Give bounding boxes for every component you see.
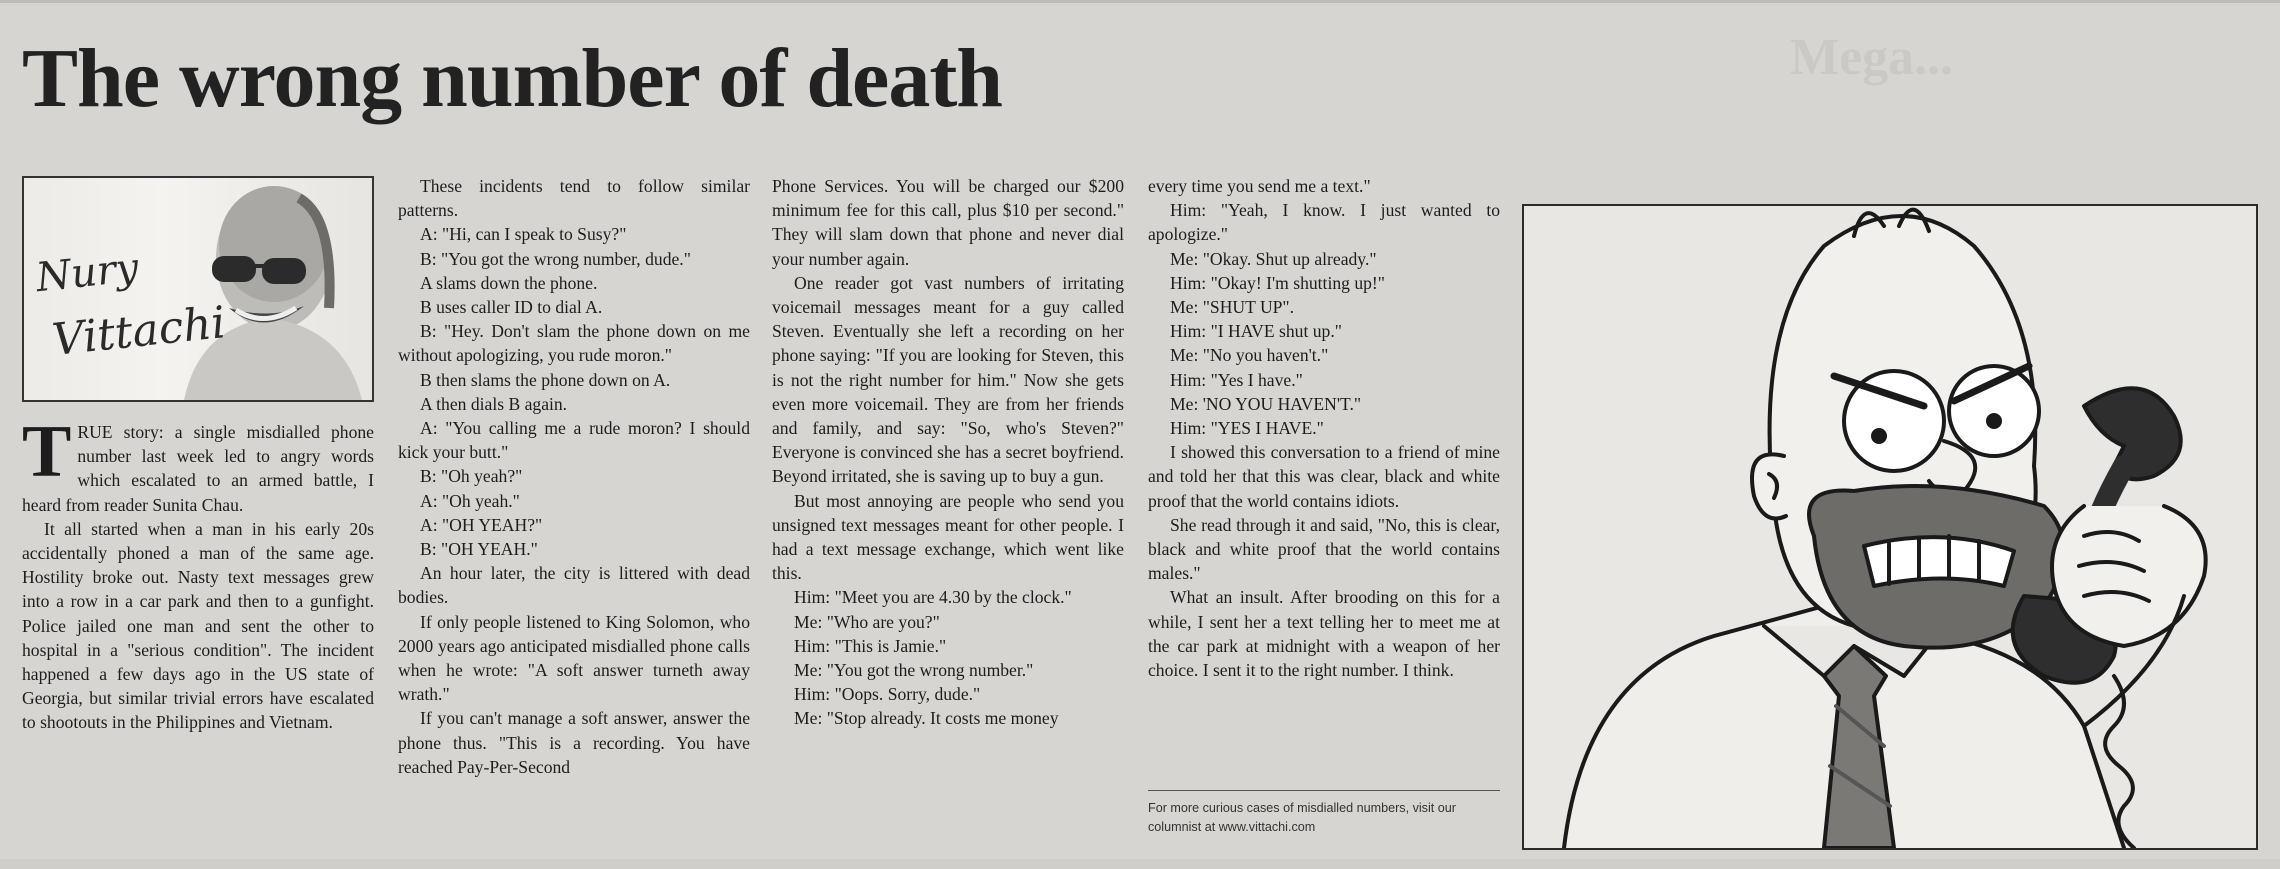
paragraph: Phone Services. You will be charged our $200 minimum fee for this call, plus $10 per second." They will slam down that phone and never dial your number again. (772, 176, 1124, 269)
bleed-through-text: Mega... (1790, 29, 1954, 86)
paragraph: An hour later, the city is littered with dead bodies. (398, 563, 750, 608)
angry-man-on-phone-cartoon (1524, 206, 2256, 848)
cartoon-illustration (1522, 204, 2258, 850)
dialogue-line: Me: "No you haven't." (1170, 345, 1329, 366)
dialogue-line: B: "Hey. Don't slam the phone down on me without apologizing, you rude moron." (398, 321, 750, 366)
paragraph: If you can't manage a soft answer, answer the phone thus. "This is a recording. You have reached Pay-Per-Second (398, 708, 750, 777)
dialogue-line: A: "You calling me a rude moron? I should kick your butt." (398, 418, 750, 463)
article-column-1 (22, 411, 374, 735)
paragraph: One reader got vast numbers of irritating voicemail messages meant for a guy called Steven. Eventually she left a recording on her phone saying: "If you are looking for Steven, this is not the right number for him." Now she gets even more voicemail. They are from her friends and family, and say: "So, who's Steven?" Everyone is convinced she has a secret boyfriend. Beyond irritated, she is saving up to buy a gun. (772, 272, 1124, 487)
paragraph: I showed this conversation to a friend of mine and told her that this was clear, black and white proof that the world contains idiots. (1148, 442, 1500, 511)
dialogue-line: Him: "I HAVE shut up." (1170, 321, 1342, 342)
article-column-2 (398, 174, 750, 779)
dialogue-line: Me: "Okay. Shut up already." (1170, 248, 1377, 269)
dialogue-line: A slams down the phone. (420, 272, 598, 293)
dialogue-line: Him: "Yes I have." (1170, 369, 1303, 390)
dialogue-line: B: "Oh yeah?" (420, 466, 523, 487)
dialogue-line: B uses caller ID to dial A. (420, 297, 603, 318)
dialogue-line: Me: "You got the wrong number." (794, 660, 1034, 681)
dialogue-line: B then slams the phone down on A. (420, 369, 671, 390)
dialogue-line: Him: "This is Jamie." (794, 635, 947, 656)
paragraph (22, 411, 374, 517)
dialogue-line: Me: "SHUT UP". (1170, 297, 1295, 318)
dialogue-line: B: "You got the wrong number, dude." (420, 248, 691, 269)
dialogue-line: Me: 'NO YOU HAVEN'T." (1170, 393, 1362, 414)
dialogue-line: Him: "Oops. Sorry, dude." (794, 684, 981, 705)
article-column-3 (772, 174, 1124, 731)
bottom-edge (0, 859, 2280, 869)
dialogue-line: Him: "Yeah, I know. I just wanted to apologize." (1148, 200, 1500, 245)
headline: The wrong number of death (22, 32, 1003, 125)
footnote: For more curious cases of misdialled numbers, visit our columnist at www.vittachi.com (1148, 790, 1500, 837)
dialogue-line: Him: "YES I HAVE." (1170, 418, 1324, 439)
paragraph: If only people listened to King Solomon, who 2000 years ago anticipated misdialled phone calls when he wrote: "A soft answer turneth away wrath." (398, 611, 750, 705)
signature-first-name: Nury (33, 244, 141, 302)
dialogue-line: A: "OH YEAH?" (420, 514, 543, 535)
dialogue-line: Me: "Who are you?" (794, 611, 940, 632)
dialogue-line: A: "Oh yeah." (420, 490, 520, 511)
dialogue-line: A: "Hi, can I speak to Susy?" (420, 224, 627, 245)
dialogue-line: every time you send me a text." (1148, 176, 1371, 196)
top-rule (0, 0, 2280, 3)
paragraph: These incidents tend to follow similar patterns. (398, 176, 750, 221)
paragraph: But most annoying are people who send you unsigned text messages meant for other people. I had a text message exchange, which went like this. (772, 490, 1124, 584)
dialogue-line: Me: "Stop already. It costs me money (794, 708, 1059, 729)
dialogue-line: Him: "Okay! I'm shutting up!" (1170, 272, 1385, 293)
article-column-4 (1148, 174, 1500, 682)
dialogue-line: B: "OH YEAH." (420, 539, 538, 560)
author-photo (22, 176, 374, 402)
dialogue-line: A then dials B again. (420, 393, 568, 414)
signature-last-name: Vittachi (49, 297, 228, 366)
dialogue-line: Him: "Meet you are 4.30 by the clock." (794, 587, 1072, 608)
paragraph-text: RUE story: a single misdialled phone number last week led to angry words which escalated to an armed battle, I heard from reader Sunita Chau. (22, 422, 374, 515)
paragraph: She read through it and said, "No, this is clear, black and white proof that the world contains males." (1148, 514, 1500, 584)
paragraph: What an insult. After brooding on this for a while, I sent her a text telling her to meet me at the car park at midnight with a weapon of her choice. I sent it to the right number. I think. (1148, 587, 1500, 681)
drop-cap: T (22, 411, 72, 493)
paragraph: It all started when a man in his early 20s accidentally phoned a man of the same age. Hostility broke out. Nasty text messages grew into a row in a car park and then to a gunfight. Police jailed one man and sent the other to hospital in a "serious condition". The incident happened a few days ago in the US state of Georgia, but similar trivial errors have escalated to shootouts in the Philippines and Vietnam. (22, 518, 374, 733)
